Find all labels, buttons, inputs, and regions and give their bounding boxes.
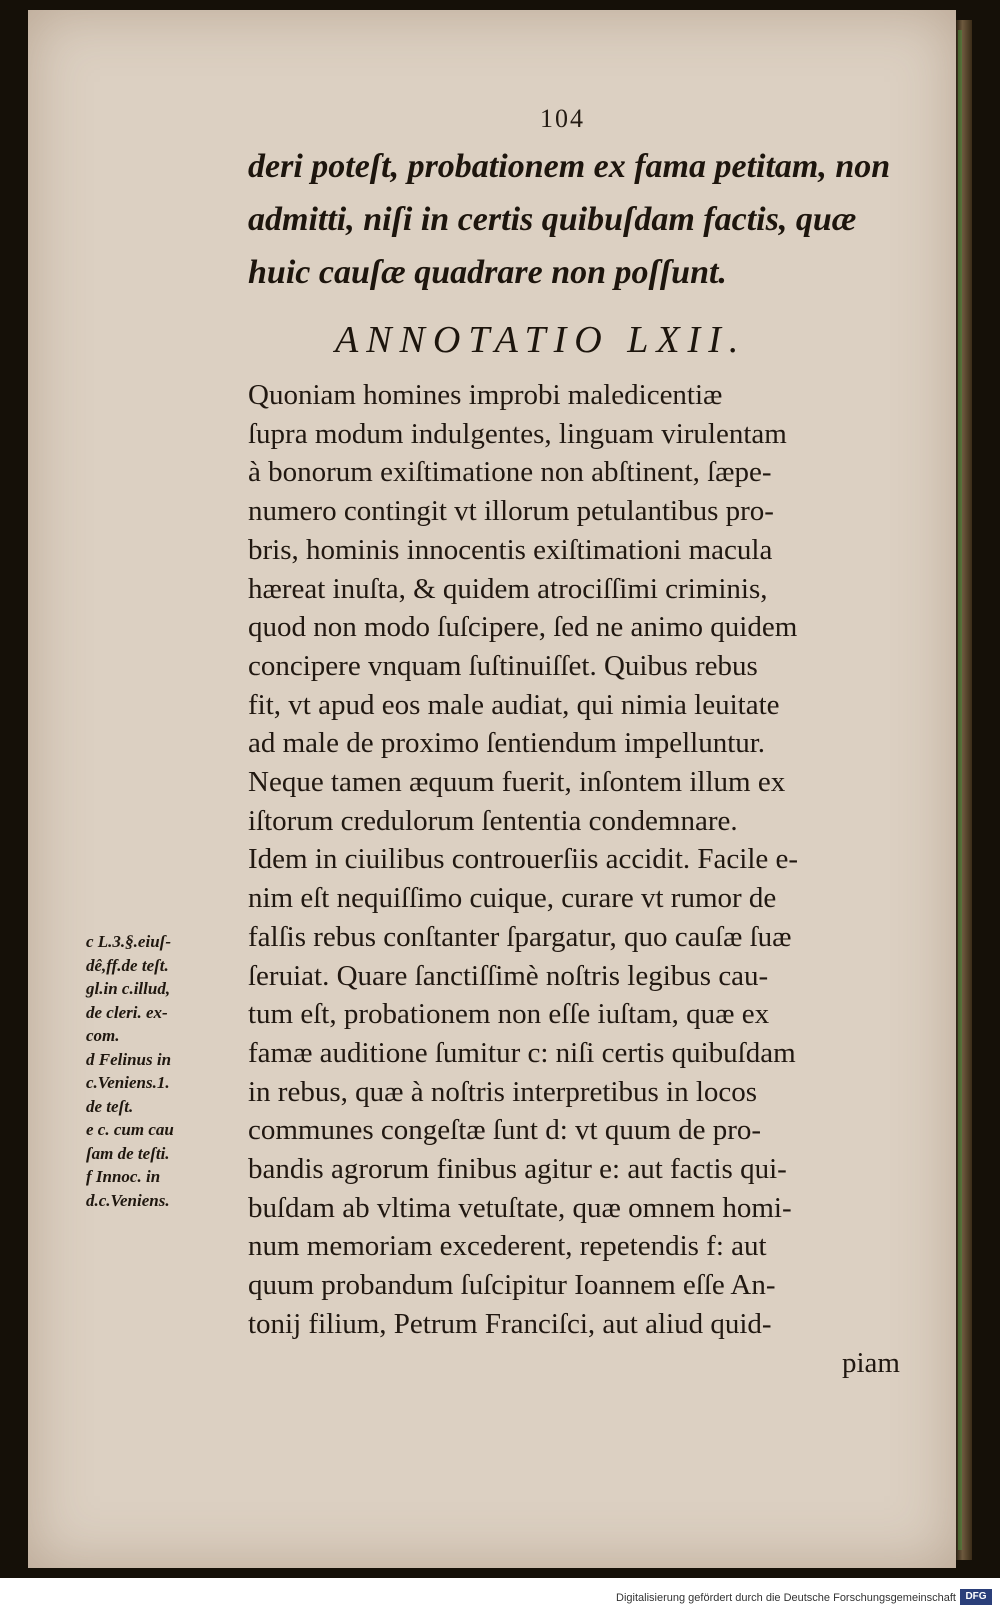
- funding-credit: Digitalisierung gefördert durch die Deutsche Forschungsgemeinschaft: [616, 1592, 956, 1604]
- body-line: buſdam ab vltima vetuſtate, quæ omnem homi-: [248, 1191, 792, 1224]
- margin-note-line: com.: [86, 1026, 120, 1045]
- continuation-line: huic cauſæ quadrare non poſſunt.: [248, 254, 727, 291]
- margin-note-line: c L.3.§.eiuſ-: [86, 932, 171, 951]
- page-number: 104: [540, 104, 585, 133]
- continuation-paragraph: [248, 140, 928, 299]
- continuation-line: deri poteſt, probationem ex fama petitam, non: [248, 148, 891, 185]
- body-line: piam: [842, 1346, 900, 1379]
- body-line: fit, vt apud eos male audiat, qui nimia leuitate: [248, 688, 780, 721]
- margin-note-line: de cleri. ex-: [86, 1002, 168, 1022]
- body-line: quod non modo ſuſcipere, ſed ne animo quidem: [248, 611, 798, 644]
- body-line: à bonorum exiſtimatione non abſtinent, ſæpe-: [248, 456, 772, 489]
- margin-notes: [86, 930, 246, 1212]
- body-line: famæ auditione ſumitur c: niſi certis quibuſdam: [248, 1036, 796, 1069]
- continuation-line: admitti, niſi in certis quibuſdam factis, quæ: [248, 201, 857, 238]
- margin-note-line: d.c.Veniens.: [86, 1190, 170, 1210]
- body-line: tum eſt, probationem non eſſe iuſtam, quæ ex: [248, 998, 770, 1031]
- margin-note-line: c.Veniens.1.: [86, 1073, 170, 1092]
- body-line: falſis rebus conſtanter ſpargatur, quo cauſæ ſuæ: [248, 920, 792, 953]
- body-line: in rebus, quæ à noſtris interpretibus in locos: [248, 1075, 758, 1108]
- body-line: ſupra modum indulgentes, linguam virulentam: [248, 417, 787, 450]
- body-line: Neque tamen æquum fuerit, inſontem illum ex: [248, 766, 786, 799]
- body-line: quum probandum ſuſcipitur Ioannem eſſe An-: [248, 1269, 776, 1302]
- body-line: communes congeſtæ ſunt d: vt quum de pro-: [248, 1114, 762, 1147]
- body-line: tonij filium, Petrum Franciſci, aut aliud quid-: [248, 1307, 772, 1340]
- dfg-logo: DFG: [960, 1589, 992, 1605]
- margin-note-line: de teſt.: [86, 1096, 134, 1116]
- margin-note-line: d Felinus in: [86, 1049, 172, 1069]
- body-line: num memoriam excederent, repetendis f: aut: [248, 1230, 767, 1263]
- page-edge-tint: [958, 30, 962, 1550]
- body-line: ſeruiat. Quare ſanctiſſimè noſtris legibus cau-: [248, 959, 769, 992]
- body-line: Idem in ciuilibus controuerſiis accidit. Facile e-: [248, 843, 799, 876]
- body-line: ad male de proximo ſentiendum impelluntur.: [248, 727, 766, 760]
- margin-note-line: f Innoc. in: [86, 1167, 161, 1186]
- body-line: bris, hominis innocentis exiſtimationi macula: [248, 533, 773, 566]
- section-heading: ANNOTATIO LXII.: [335, 319, 747, 361]
- margin-note-line: e c. cum cau: [86, 1120, 174, 1139]
- body-line: bandis agrorum finibus agitur e: aut factis qui-: [248, 1153, 787, 1186]
- body-paragraph: [248, 376, 928, 1382]
- margin-note-line: gl.in c.illud,: [86, 979, 171, 998]
- body-line: concipere vnquam ſuſtinuiſſet. Quibus rebus: [248, 649, 758, 682]
- body-line: numero contingit vt illorum petulantibus pro-: [248, 495, 774, 528]
- margin-note-line: ſam de teſti.: [86, 1143, 170, 1163]
- body-line: hæreat inuſta, & quidem atrociſſimi criminis,: [248, 572, 768, 605]
- body-line: iſtorum credulorum ſententia condemnare.: [248, 804, 738, 837]
- body-line: nim eſt nequiſſimo cuique, curare vt rumor de: [248, 882, 777, 915]
- footer-bar: [0, 1578, 1000, 1616]
- body-line: Quoniam homines improbi maledicentiæ: [248, 379, 723, 411]
- margin-note-line: dê,ff.de teſt.: [86, 955, 169, 975]
